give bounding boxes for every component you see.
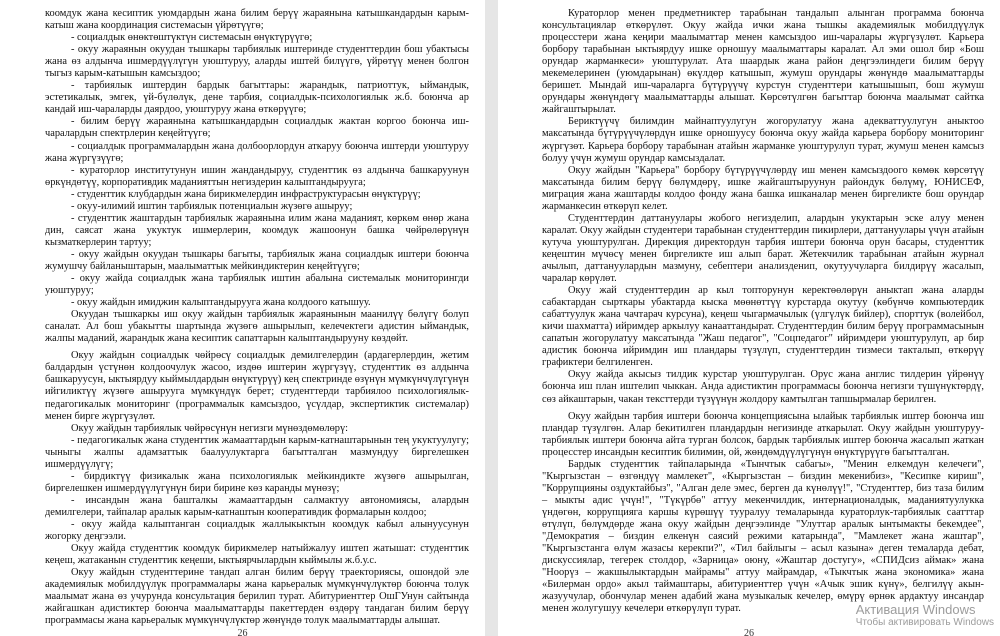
left-page-paragraph: Окуу жайдын социалдык чөйрөсү социалдык демилгелердин (ардагерлердин, жетим балдардын үстүнөн колдоочулук жасоо, издөө иштерин жүргүзүү, студенттик өз алдынча башкаруусун, ыктыярдуу кыймылдардын өнүктүрүү) кең спектринде өзүнүн мүмкүнчүлүгүнүн ийгиликтүү жүзөгө ашырууга мүмкүндүк берет; студенттерди тарбиялоо психологиялык-педагогикалык мониторинг (программалык камсыздоо, үсүлдар, экспертиктик системалар) менен бирге жүргүзүлөт.: [45, 350, 469, 422]
left-page-paragraph: коомдук жана кесиптик уюмдардын жана билим берүү жараянына катышкандардын карым-катыш жана координация системасын үйрөтүүгө;: [45, 8, 469, 32]
right-page-body: [542, 8, 984, 615]
left-page-paragraph: - социалдык программалардын жана долбоорлордун аткаруу боюнча иштерди уюштуруу жана жүргүзүүгө;: [45, 140, 469, 164]
left-page-paragraph: - инсандын жана башталкы жамааттардын салмактуу автономиясы, алардын демилгелери, тайпалар аралык карым-катнаштын кооперативдик формаларын колдоо;: [45, 494, 469, 518]
left-page-paragraph: - окуу жараянын окуудан тышкары тарбиялык иштеринде студенттердин бош убактысы жана өз алдынча ишмердүүлүгүн уюштуруу, аларды иштей билүүгө, үйрөтүү менен болгон тыгыз карым-катышын камсыздоо;: [45, 44, 469, 80]
left-page-paragraph: - окуу-илимий иштин тарбиялык потенциалын жүзөгө ашыруу;: [71, 200, 353, 212]
right-page-paragraph: Окуу жайдын тарбия иштери боюнча концепциясына ылайык тарбиялык иштер боюнча иш пландар түзүлгөн. Алар бекитилген пландардын негизинде аткарылат. Окуу жайдын уюштуруу-тарбиялык иштери боюнча айта турган болсок, бардык тарбиялык иштер боюнча жасалып жаткан процесстер инсандын кесиптик билимин, ой, жөндөмдүүлүгүнүн өнүктүрүүгө багытталган.: [542, 410, 984, 458]
page-number-left: 26: [237, 627, 248, 636]
left-page-paragraph: Окуу жайда студенттик коомдук бирикмелер натыйжалуу иштеп жатышат: студенттик кеңеш, жатаканын студенттик кеңеши, ыктыярчылардын кыймылы ж.б.у.с.: [45, 543, 469, 567]
left-page-paragraph: Окуу жайдын тарбиялык чөйрөсүнүн негизги мүнөздөмөлөрү:: [71, 422, 349, 434]
left-page-body: [45, 8, 469, 627]
right-page-paragraph: Бериктүүчү билимдин майнаптуулугун жогорулатуу жана адекваттуулугун аныктоо максатында бүтүрүүчүлөрдүн ишке орношуусу боюнча окуу жайда карьера борбору мониторинг жүргүзөт. Карьера борбору тарабынан атайын жарманке уюштурулуп турат, жумуш менен камсыз болуу үчүн жумуш орундар камсыздалат.: [542, 116, 984, 164]
page-number-right: 26: [744, 627, 754, 636]
left-page-paragraph: - кураторлор институтунун ишин жандандыруу, студенттик өз алдынча башкаруунун өркүндөтүү, корпоративдик маданияттын негиздерин калыптандырууга;: [45, 164, 469, 188]
windows-activation-watermark: [856, 602, 994, 629]
right-page-paragraph: Окуу жайда акысыз тилдик курстар уюштурулган. Орус жана англис тилдерин үйрөнүү боюнча иш план иштелип чыккан. Анда адистиктин программасы боюнча негизги түшүнүктөрдү, сөз айкаштарын, чакан тексттерди түзүүнүн жолдору камтылган тапшырмалар берилген.: [542, 369, 984, 405]
left-page-paragraph: - социалдык өнөктөштүктүн системасын өнүктүрүүгө;: [71, 32, 313, 44]
left-page-paragraph: - окуу жайда социалдык жана тарбиялык иштин абалына системалык мониторингди уюштуруу;: [45, 273, 469, 297]
right-page-paragraph: Бардык студенттик тайпаларында «Тынчтык сабагы», "Менин елкемдун келечеги", "Кыргызстан – өзгөндүү мамлекет", «Кыргызстан – биздин мекенибиз», "Кесипке кириш", "Коррупцияны оздуктайбыз", "Алган деле эмес, берген да күнөлүү!", "Студенттер, биз таза билим – мыкты адис үчүн!", "Түкүрбө" аттуу мекенчилдик, интернационалдык, маданиятуулукка үндөгөн, коррупцияга каршы күрөшүү тууралуу темаларында кураторлук-тарбиялык саатттар өтүлүп, бөлүмдөрде жана окуу жайдын деңгээлинде "Улуттар аралык ынтымакты бекемдее", "Демократия – биздин елкенүн саясий режими катарында", "Мамлекет жана жаштар", "Кыргызстанга өлүм жазасы керекпи?", «Тил байлыгы – асыл казына» деген темаларда дебат, дискуссиялар, тегерек столдор, «Зарница» оюну, «Жаштар достугу», «СПИДсиз аймак» жана "Ноорүз – жакшылыктардын майрамы" аттуу майрамдар, «Тыкчтык жана экономика» жана «Билерман ордо» акыл таймаштары, абитуриенттер үчүн «Ачык эшик күнү», белгилүү акын-жазуучулар, обончулар менен адабий жана музыкалык кечелер, өмүрү өрнөк ардактуу инсандар менен жолугушуу кечелери өткөрүлүп турат.: [542, 458, 984, 615]
left-page-paragraph: - педагогикалык жана студенттик жамааттардын карым-катнаштарынын тең укуктуулугу; чыныгы жалпы адамзаттык баалуулуктарга багытталган мазмундуу биргелешкен ишмердүүлүгү;: [45, 434, 469, 470]
left-page-paragraph: - билим берүү жараянына катышкандардын социалдык жактан коргоо боюнча иш-чаралардын спектрлерин кеңейтүүгө;: [45, 116, 469, 140]
page-divider: [485, 0, 498, 636]
left-page-paragraph: - студенттик жаштардын тарбиялык жараянына илим жана маданият, көркөм өнөр жана дин, саясат жана укуктук ишмерлерин, коомдук жашоонун башка чөйрөлөрүнүн кызматкерлерин тартуу;: [45, 212, 469, 248]
left-page-paragraph: - окуу жайда калыптанган социалдык жаллыкыктын коомдук кабыл алынуусунун жогорку деңгээли.: [45, 518, 469, 543]
document-page-right: [498, 0, 1000, 636]
right-page-paragraph: Кураторлор менен предметниктер тарабынан тандалып алынган программа боюнча консультациялар өткөрүлөт. Окуу жайда ички жана тышкы академиялык мобилдүүлүк процесстери жана кеңири маалыматтар менен камсыздоо иш-чаралары жүргүзүлөт. Карьера борбору тарабынан ыктыярдуу ишке орношуу маалыматтары каралат. Ал эми ошол бир «Бош орундар жарманкеси» уюштурулат. Ата шаардык жана район деңгээлиндеги билим берүү мекемелеринен (уюмдарынан) өкүлдөр катышып, жумуш орундары жөнүндө маалыматтарды беришет. Мындай иш-чараларга бүтүрүүчү курстун студенттери катышышып, бош жумуш орундары жөнүндөгү маалыматтарды алышат. Көрсөтүлгөн багыттар боюнча маалымат сайтка жайгаштырылат.: [542, 8, 984, 116]
left-page-paragraph: - окуу жайдын имиджин калыптандырууга жана колдоого катышуу.: [71, 297, 371, 309]
right-page-paragraph: Окуу жайдын "Карьера" борбору бүтүрүүчүлөрдү иш менен камсыздоого көмөк көрсөтүү максатында билим берүү бөлүмдөрү, ишке жайгаштыруунун райондук бөлүмү, ЮНИСЕФ, миграция жана жаштарды колдоо фонду жана башка ишканалар менен биргеликте бош орундар жарманкесин өткөрүп келет.: [542, 164, 984, 212]
left-page-paragraph: - студенттик клубдардын жана бирикмелердин инфраструктурасын өнүктүрүү;: [71, 188, 421, 200]
watermark-subtitle: Чтобы активировать Windows: [855, 617, 994, 628]
left-page-paragraph: Окуу жайдын студенттерине тандап алган билим берүү траекториясы, ошондой эле академиялык мобилдүүлүк программалары жана карьералык мүмкүнчүлүктөр боюнча толук маалымат жана өз учурунда консультация берилип турат. Абитуриенттер ОшГУнун сайтында жайгашкан адистиктер боюнча маалыматтарды пакеттерден өздөрү тандаган билим берүү программасы жана карьералык мүмкүнчүлүктөр жөнүндө толук маалыматтарды алышат.: [45, 567, 469, 627]
left-page-paragraph: - бирдиктүү физикалык жана психологиялык мейкиндикте жүзөгө ашырылган, биргелешкен ишмердүүлүгүнүн бири бирине көз каранды мүнөзү;: [45, 470, 469, 494]
left-page-paragraph: - тарбиялык иштердин бардык багыттары: жарандык, патриоттук, ыймандык, эстетикалык, эмгек, үй-бүлөлүк, дене тарбия, социалдык-психологиялык ж.б. боюнча ар кандай иш-чараларды даярдоо, уюштуруу жана өткөрүүгө;: [45, 80, 469, 116]
right-page-paragraph: Студенттердин даттануулары жобого негизделип, алардын укуктарын эске алуу менен каралат. Окуу жайдын студентери тарабынан студенттердин пикирлери, даттануулары үчүн атайын кутуча уюштурулган. Дирекция директордун тарбия иштери боюнча орун басары, студенттик кеңештин мүчөсү менен биргеликте иш алып барат. Жетекчилик тарабынан атайын журнал ачылып, даттануулардын мазмуну, себептери анализденип, окутуучуларга билдирүү жасалып, чаралар көрүлөт.: [542, 212, 984, 285]
document-page-left: [0, 0, 485, 636]
watermark-title: Активация Windows: [855, 602, 976, 617]
left-page-paragraph: Окуудан тышкаркы иш окуу жайдын тарбиялык жараянынын маанилүү бөлүгү болуп саналат. Ал бош убакытты шартында жүзөгө ашырылып, келечектеги адистин ыймандык, жалпы маданий, жарандык жана кесиптик сапаттарын калыптандырууну көздөйт.: [45, 309, 469, 345]
left-page-paragraph: - окуу жайдын окуудан тышкары багыты, тарбиялык жана социалдык иштери боюнча жумушчу байланыштарын, маалыматтык мейкиндиктерин кеңейтүүгө;: [45, 248, 469, 272]
right-page-paragraph: Окуу жай студенттердин ар кыл топторунун керектөөлөрүн аныктап жана аларды сабактардан сырткары убактарда кыска мөөнөттүү курстарда окутуу (көбүнчө компьютердик сабаттуулук жана чачтарач курсуна), кеңеш чыгармачылык (үлгүлүк бийлер), спорттук (волейбол, кичи шахматта) ийримдер аркылуу канааттандырат. Студенттердин билим берүү программасынын сапатын жогорулатуу максатында "Жаш педагог", "Соцпедагог" ийримдери уюштурулуп, ар бир адистик боюнча ийримдин иш пландары түзүлүп, студенттердин тизмеси такталып, өткөрүү графиктери белгиленген.: [542, 285, 984, 369]
